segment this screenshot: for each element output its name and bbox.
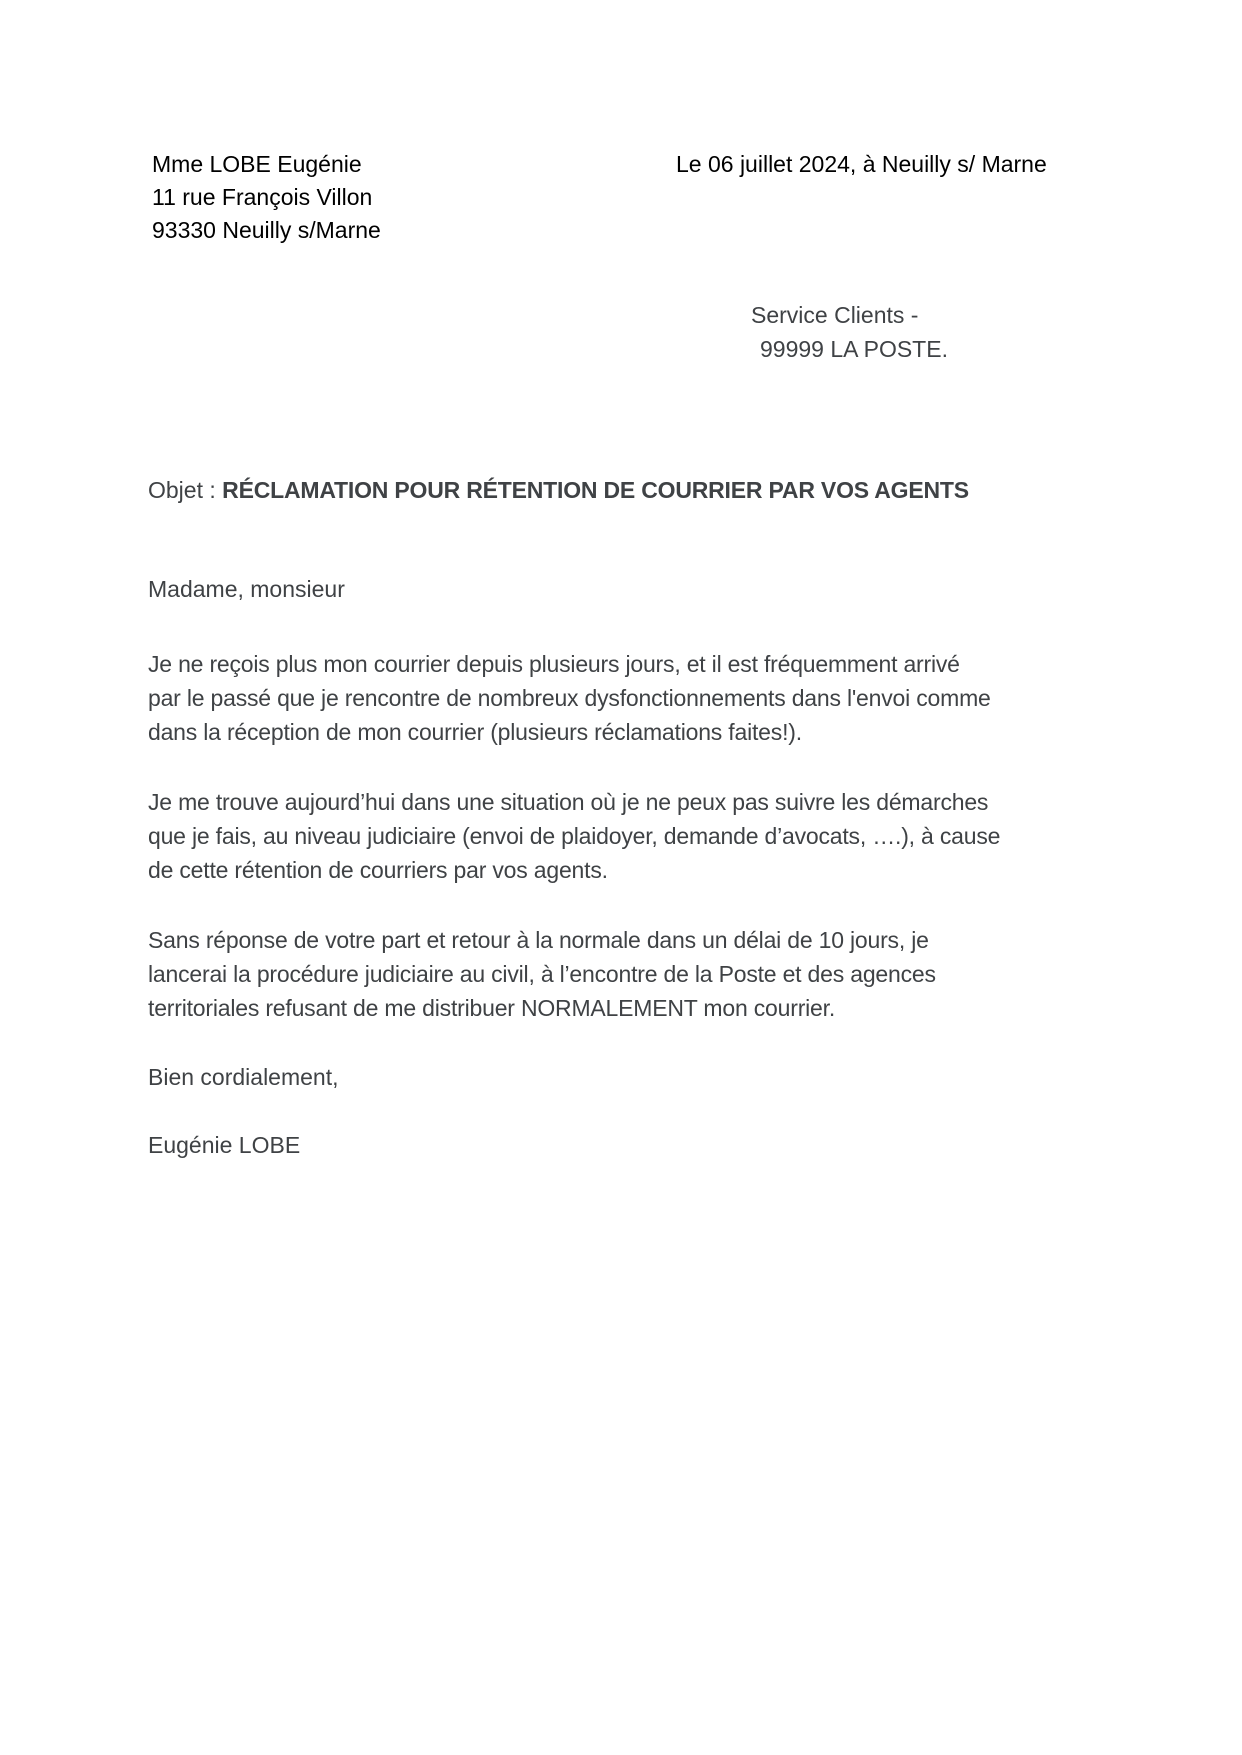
letter-paragraph-3 (148, 923, 936, 1025)
recipient-address: 99999 LA POSTE. (760, 336, 948, 362)
subject-label: Objet : (148, 477, 223, 503)
paragraph-line: de cette rétention de courriers par vos agents. (148, 857, 608, 883)
paragraph-line: par le passé que je rencontre de nombreux dysfonctionnements dans l'envoi comme (148, 685, 991, 711)
sender-street: 11 rue François Villon (152, 184, 373, 210)
paragraph-line: Je me trouve aujourd’hui dans une situation où je ne peux pas suivre les démarches (148, 789, 989, 815)
sender-name: Mme LOBE Eugénie (152, 151, 362, 177)
paragraph-line: Sans réponse de votre part et retour à la normale dans un délai de 10 jours, je (148, 927, 929, 953)
sender-address-block (152, 148, 381, 247)
recipient-service: Service Clients - (751, 302, 919, 328)
subject-line (148, 473, 969, 507)
subject-text: RÉCLAMATION POUR RÉTENTION DE COURRIER PAR VOS AGENTS (222, 477, 969, 503)
paragraph-line: que je fais, au niveau judiciaire (envoi de plaidoyer, demande d’avocats, ….), à cause (148, 823, 1001, 849)
date-line: Le 06 juillet 2024, à Neuilly s/ Marne (676, 151, 1047, 177)
signature: Eugénie LOBE (148, 1132, 301, 1158)
letter-paragraph-1 (148, 647, 991, 749)
paragraph-line: Je ne reçois plus mon courrier depuis plusieurs jours, et il est fréquemment arrivé (148, 651, 960, 677)
recipient-block (751, 298, 948, 366)
salutation: Madame, monsieur (148, 576, 345, 602)
paragraph-line: lancerai la procédure judiciaire au civil, à l’encontre de la Poste et des agences (148, 961, 936, 987)
paragraph-line: territoriales refusant de me distribuer NORMALEMENT mon courrier. (148, 995, 836, 1021)
paragraph-line: dans la réception de mon courrier (plusieurs réclamations faites!). (148, 719, 802, 745)
letter-paragraph-2 (148, 785, 1000, 887)
sender-city: 93330 Neuilly s/Marne (152, 217, 381, 243)
closing: Bien cordialement, (148, 1064, 339, 1090)
